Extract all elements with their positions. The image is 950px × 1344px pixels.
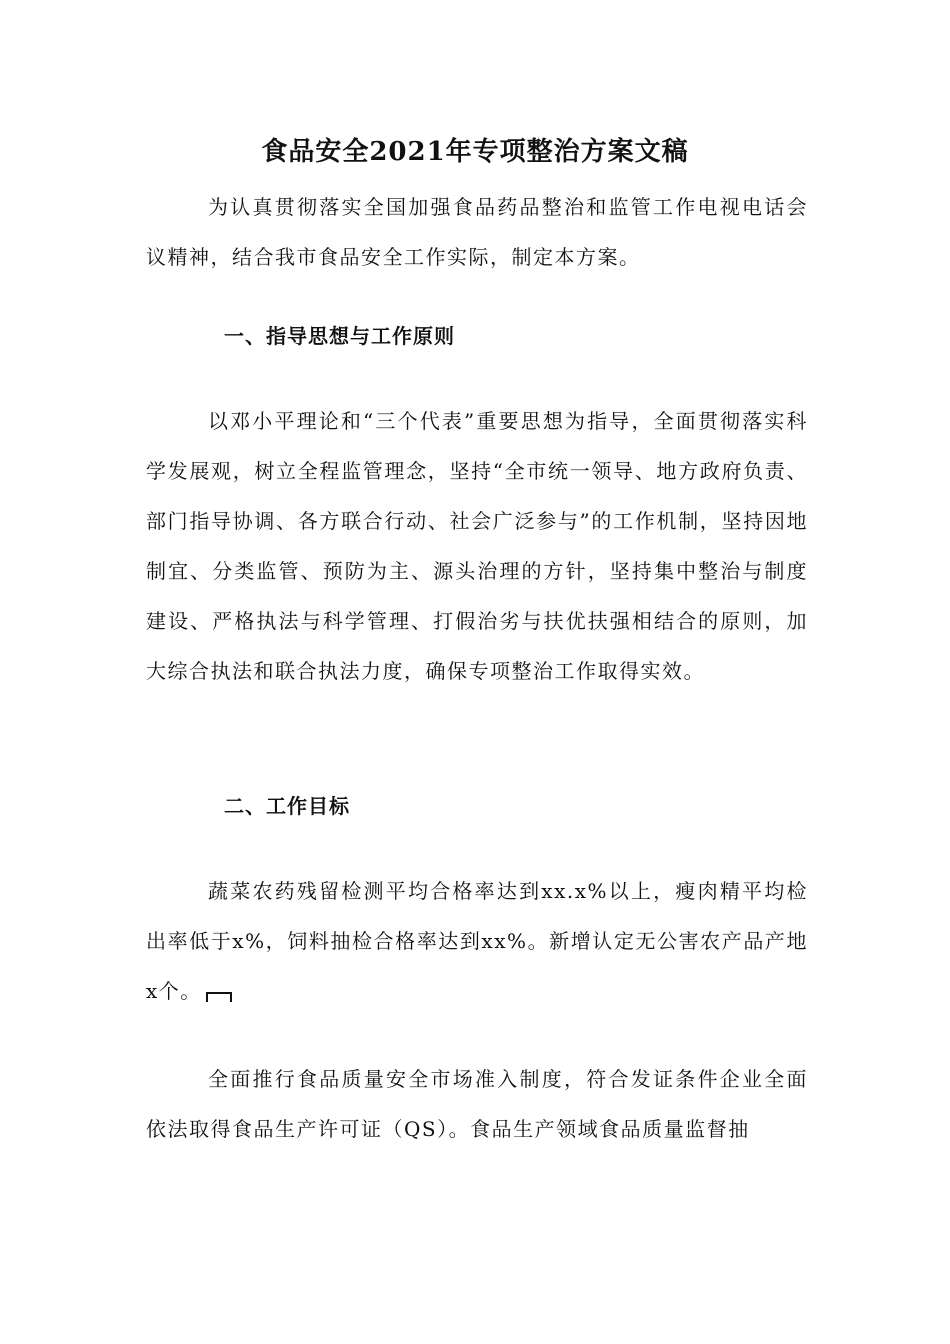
section1-paragraph: 以邓小平理论和“三个代表”重要思想为指导，全面贯彻落实科学发展观，树立全程监管理念，坚持“全市统一领导、地方政府负责、部门指导协调、各方联合行动、社会广泛参与”的工作机制，坚持因地制宜、分类监管、预防为主、源头治理的方针，坚持集中整治与制度建设、严格执法与科学管理、打假治劣与扶优扶强相结合的原则，加大综合执法和联合执法力度，确保专项整治工作取得实效。 bbox=[146, 409, 808, 683]
section2-paragraph-2: 全面推行食品质量安全市场准入制度，符合发证条件企业全面依法取得食品生产许可证（QS）。食品生产领域食品质量监督抽 bbox=[146, 1067, 808, 1141]
bracket-mark-icon bbox=[206, 992, 232, 1002]
section-heading-1: 一、指导思想与工作原则 bbox=[224, 324, 455, 348]
section2-paragraph-1 bbox=[146, 866, 808, 1016]
section2-paragraph-1-text: 蔬菜农药残留检测平均合格率达到xx.x%以上，瘦肉精平均检出率低于x%，饲料抽检合格率达到xx%。新增认定无公害农产品产地x个。 bbox=[146, 879, 808, 1003]
intro-paragraph: 为认真贯彻落实全国加强食品药品整治和监管工作电视电话会议精神，结合我市食品安全工作实际，制定本方案。 bbox=[146, 195, 808, 269]
document-title: 食品安全2021年专项整治方案文稿 bbox=[261, 137, 689, 167]
section-heading-2: 二、工作目标 bbox=[224, 794, 350, 818]
